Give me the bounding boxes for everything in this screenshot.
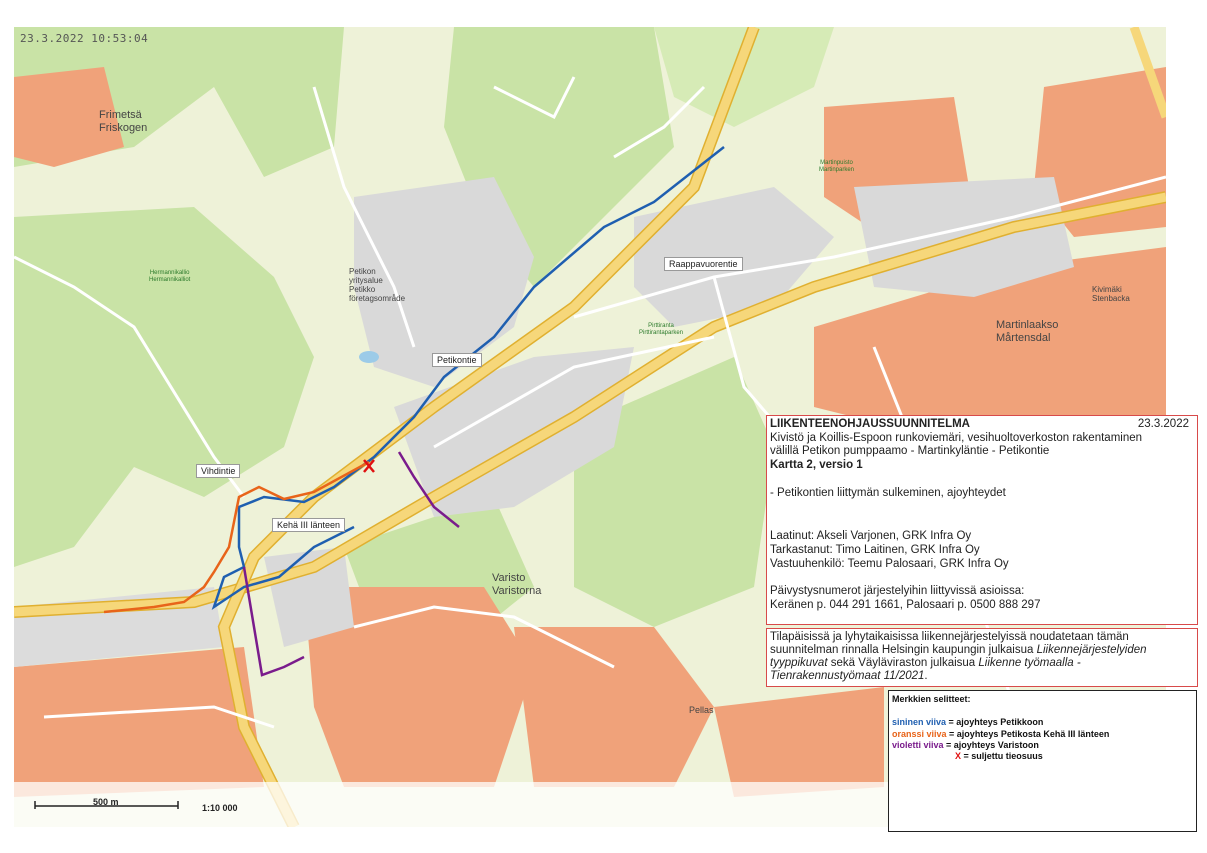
note-text: . xyxy=(924,670,928,682)
legend-row-blue xyxy=(892,717,1043,727)
road-label-petikontie: Petikontie xyxy=(432,353,482,367)
plan-info-box xyxy=(766,415,1198,625)
legend-row-closure xyxy=(955,751,1043,761)
regulation-note-box xyxy=(766,628,1198,687)
plan-description-1: Kivistö ja Koillis-Espoon runkoviemäri, vesihuoltoverkoston rakentaminen xyxy=(770,432,1143,444)
responsible-person: Vastuuhenkilö: Teemu Palosaari, GRK Infra Oy xyxy=(770,558,1009,570)
note-line: Tilapäisissä ja lyhytaikaisissa liikennejärjestelyissä noudatetaan tämän xyxy=(770,631,1129,643)
legend-term-orange: oranssi viiva xyxy=(892,729,947,739)
place-label-frimetsa: Frimetsä Friskogen xyxy=(99,109,148,134)
note-line xyxy=(770,657,1081,670)
note-publication: tyyppikuvat xyxy=(770,657,828,669)
place-label-kivimaki: Kivimäki Stenbacka xyxy=(1092,285,1130,303)
place-label-varisto: Varisto Varistorna xyxy=(492,572,542,597)
legend-term-blue: sininen viiva xyxy=(892,717,947,727)
plan-date: 23.3.2022 xyxy=(1137,418,1189,430)
emergency-title: Päivystysnumerot järjestelyihin liittyvissä asioissa: xyxy=(770,585,1025,597)
legend-box xyxy=(888,690,1197,832)
road-label-raappavuorentie: Raappavuorentie xyxy=(664,257,743,271)
timestamp: 23.3.2022 10:53:04 xyxy=(20,32,149,45)
park-label: Pirttiranta Pirttirantaparken xyxy=(639,323,684,336)
scale-ratio: 1:10 000 xyxy=(202,803,238,813)
park-label: Martinpuisto Martinparken xyxy=(819,160,855,173)
note-text: sekä Väyläviraston julkaisua xyxy=(827,657,979,669)
note-publication: Liikenne työmaalla - xyxy=(978,657,1081,669)
plan-description-2: välillä Petikon pumppaamo - Martinkyläntie - Petikontie xyxy=(770,445,1050,457)
plan-item: - Petikontien liittymän sulkeminen, ajoyhteydet xyxy=(770,487,1006,499)
place-label-pellas: Pellas xyxy=(689,705,714,715)
legend-desc: = suljettu tieosuus xyxy=(961,751,1043,761)
legend-row-orange xyxy=(892,729,1109,739)
emergency-numbers: Keränen p. 044 291 1661, Palosaari p. 0500 888 297 xyxy=(770,599,1041,611)
legend-title: Merkkien selitteet: xyxy=(892,694,971,704)
note-publication: Tienrakennustyömaat 11/2021 xyxy=(770,670,925,682)
legend-desc: = ajoyhteys Petikosta Kehä III länteen xyxy=(946,729,1110,739)
forest-area xyxy=(14,207,314,567)
legend-term-violet: violetti viiva xyxy=(892,740,944,750)
checked-by: Tarkastanut: Timo Laitinen, GRK Infra Oy xyxy=(770,544,980,556)
map-version: Kartta 2, versio 1 xyxy=(770,459,863,471)
residential-area xyxy=(714,687,884,797)
scale-distance: 500 m xyxy=(93,797,119,807)
legend-row-violet xyxy=(892,740,1039,750)
place-label-petikko: Petikon yritysalue Petikko företagsområde xyxy=(349,267,406,303)
plan-title: LIIKENTEENOHJAUSSUUNNITELMA xyxy=(770,418,970,430)
note-line xyxy=(770,644,1147,657)
park-label: Hermannikallio Hermannikalliot xyxy=(149,270,191,283)
note-text: suunnitelman rinnalla Helsingin kaupungin julkaisua xyxy=(770,644,1037,656)
place-label-martinlaakso: Martinlaakso Mårtensdal xyxy=(996,319,1059,344)
note-publication: Liikennejärjestelyiden xyxy=(1036,644,1147,656)
drafted-by: Laatinut: Akseli Varjonen, GRK Infra Oy xyxy=(770,530,972,542)
legend-desc: = ajoyhteys Varistoon xyxy=(943,740,1039,750)
road-label-vihdintie: Vihdintie xyxy=(196,464,240,478)
pond xyxy=(359,351,379,363)
note-line xyxy=(770,670,928,683)
legend-term-closure: X xyxy=(955,751,962,761)
legend-desc: = ajoyhteys Petikkoon xyxy=(946,717,1044,727)
residential-area xyxy=(514,627,714,787)
road-label-keha-iii: Kehä III länteen xyxy=(272,518,345,532)
